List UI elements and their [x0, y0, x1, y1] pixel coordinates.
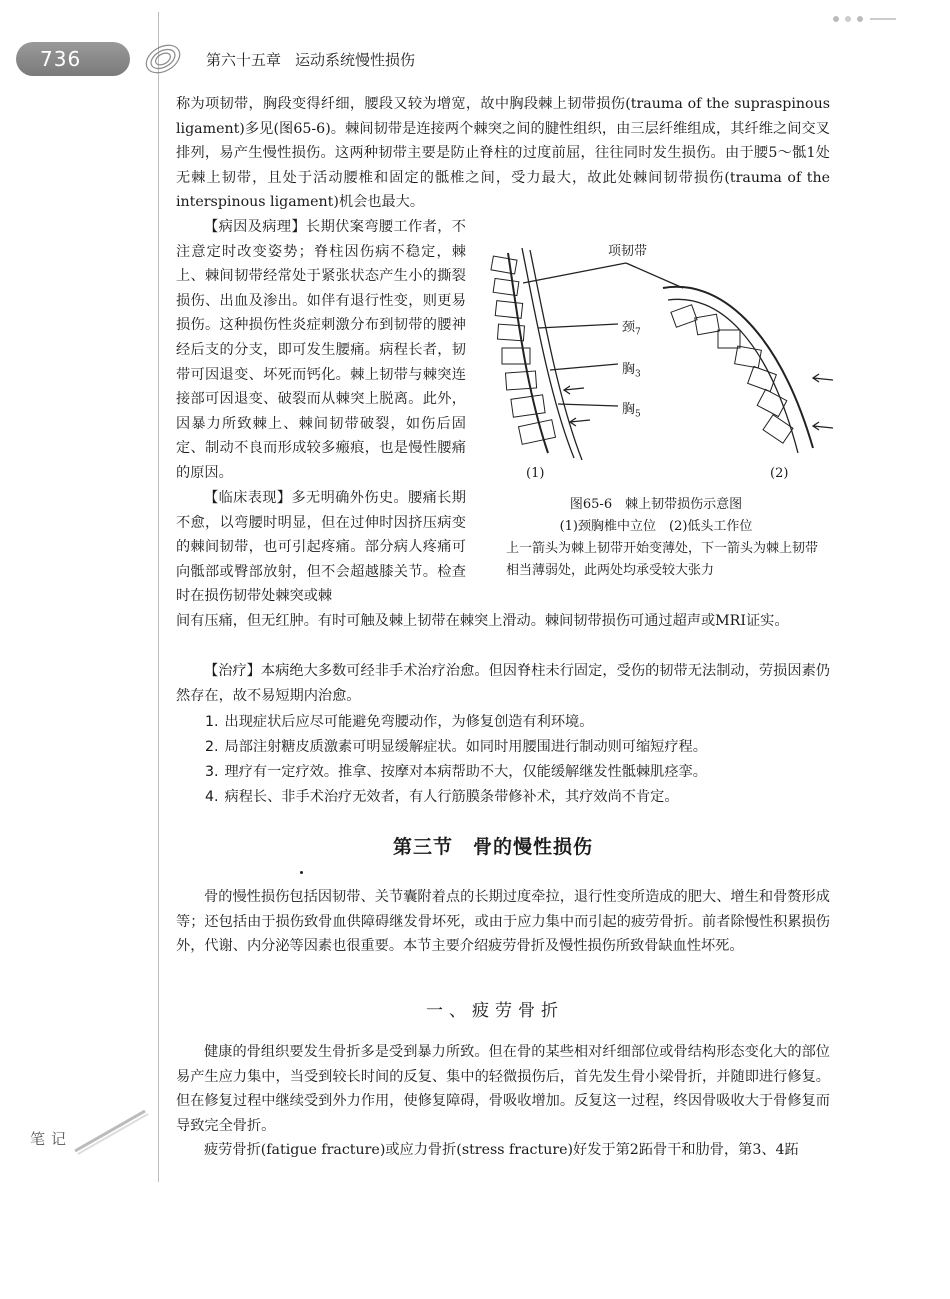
panel-label-2: (2) — [770, 466, 789, 481]
page-number: 736 — [40, 47, 82, 71]
ink-dot — [300, 871, 303, 874]
chapter-number: 第六十五章 — [206, 51, 282, 69]
clinical-continued: 间有压痛，但无红肿。有时可触及棘上韧带在棘突上滑动。棘间韧带损伤可通过超声或MRI证实。 — [176, 613, 789, 629]
corner-mark-icon — [828, 12, 898, 26]
notes-label: 笔记 — [30, 1130, 73, 1148]
clinical-text: 多无明确外伤史。腰痛长期不愈，以弯腰时明显，但在过伸时因挤压病变的棘间韧带，也可引起疼痛。部分病人疼痛可向骶部或臀部放射，但不会超越膝关节。检查时在损伤韧带处棘突或棘 — [176, 490, 466, 605]
swirl-ornament-icon — [140, 36, 186, 82]
etiology-tag: 【病因及病理】 — [204, 219, 307, 235]
label-t3: 胸$_3$ — [622, 362, 641, 380]
intro-paragraph: 称为项韧带，胸段变得纤细，腰段又较为增宽，故中胸段棘上韧带损伤(trauma of the supraspinous ligament)多见(图65-6)。棘间韧带是连接两个棘突之间的腱性组织，由三层纤维组成，其纤维之间交叉排列，易产生慢性损伤。这两种韧带主要是防止脊柱的过度前屈，往往同时发生损伤。由于腰5～骶1处无棘上韧带，且处于活动腰椎和固定的骶椎之间，受力最大，故此处棘间韧带损伤(trauma of the interspinous ligament)机会也最大。 — [176, 96, 830, 211]
clinical-paragraph — [176, 486, 466, 609]
subsection-title: 一、疲劳骨折 — [426, 1001, 564, 1021]
panel-label-1: (1) — [526, 466, 545, 481]
clinical-tag: 【临床表现】 — [204, 490, 292, 506]
spine-illustration — [478, 238, 834, 488]
running-header — [206, 49, 415, 70]
spine-figure — [478, 238, 834, 488]
section-title: 第三节 骨的慢性损伤 — [393, 836, 594, 858]
page-number-badge — [16, 42, 130, 76]
treatment-paragraph — [176, 659, 830, 708]
figure-caption: 图65-6 棘上韧带损伤示意图 — [569, 497, 743, 512]
etiology-text: 长期伏案弯腰工作者，不注意定时改变姿势；脊柱因伤病不稳定，棘上、棘间韧带经常处于紧张状态产生小的撕裂损伤、出血及渗出。如伴有退行性变，则更易损伤。这种损伤性炎症刺激分布到韧带的腰神经后支的分支，即可发生腰痛。病程长者，韧带可因退变、坏死而钙化。棘上韧带与棘突连接部可因退变、破裂而从棘突上脱离。此外，因暴力所致棘上、棘间韧带破裂，如伤后固定、制动不良而形成较多瘢痕，也是慢性腰痛的原因。 — [176, 219, 466, 481]
treatment-item: 1. 出现症状后应尽可能避免弯腰动作，为修复创造有利环境。 — [205, 714, 594, 730]
fatigue-paragraph-1: 健康的骨组织要发生骨折多是受到暴力所致。但在骨的某些相对纤细部位或骨结构形态变化大的部位易产生应力集中，当受到较长时间的反复、集中的轻微损伤后，首先发生骨小梁骨折，并随即进行修复。但在修复过程中继续受到外力作用，使修复障碍，骨吸收增加。反复这一过程，终因骨吸收大于骨修复而导致完全骨折。 — [176, 1044, 830, 1134]
fatigue-paragraph-2: 疲劳骨折(fatigue fracture)或应力骨折(stress fracture)好发于第2跖骨干和肋骨，第3、4跖 — [204, 1142, 799, 1158]
section-intro: 骨的慢性损伤包括因韧带、关节囊附着点的长期过度牵拉，退行性变所造成的肥大、增生和骨赘形成等；还包括由于损伤致骨血供障碍继发骨坏死，或由于应力集中而引起的疲劳骨折。前者除慢性积累损伤外，代谢、内分泌等因素也很重要。本节主要介绍疲劳骨折及慢性损伤所致骨缺血性坏死。 — [176, 889, 830, 955]
treatment-item: 3. 理疗有一定疗效。推拿、按摩对本病帮助不大，仅能缓解继发性骶棘肌痉挛。 — [205, 764, 707, 780]
chapter-title: 运动系统慢性损伤 — [295, 51, 416, 69]
treatment-tag: 【治疗】 — [204, 663, 261, 679]
figure-subcaption: (1)颈胸椎中立位 (2)低头工作位 — [559, 519, 753, 534]
label-nuchal-ligament: 项韧带 — [608, 244, 648, 259]
treatment-text: 本病绝大多数可经非手术治疗治愈。但因脊柱未行固定，受伤的韧带无法制动，劳损因素仍然存在，故不易短期内治愈。 — [176, 663, 830, 704]
pen-icon — [70, 1106, 150, 1156]
etiology-paragraph — [176, 215, 466, 486]
treatment-item: 4. 病程长、非手术治疗无效者，有人行筋膜条带修补术，其疗效尚不肯定。 — [205, 789, 679, 805]
margin-rule — [158, 12, 159, 1182]
treatment-item: 2. 局部注射糖皮质激素可明显缓解症状。如同时用腰围进行制动则可缩短疗程。 — [205, 739, 707, 755]
figure-note: 上一箭头为棘上韧带开始变薄处，下一箭头为棘上韧带相当薄弱处，此两处均承受较大张力 — [506, 541, 819, 578]
notes-margin — [30, 1128, 72, 1149]
label-c7: 颈$_7$ — [622, 320, 641, 338]
label-t5: 胸$_5$ — [622, 402, 641, 420]
